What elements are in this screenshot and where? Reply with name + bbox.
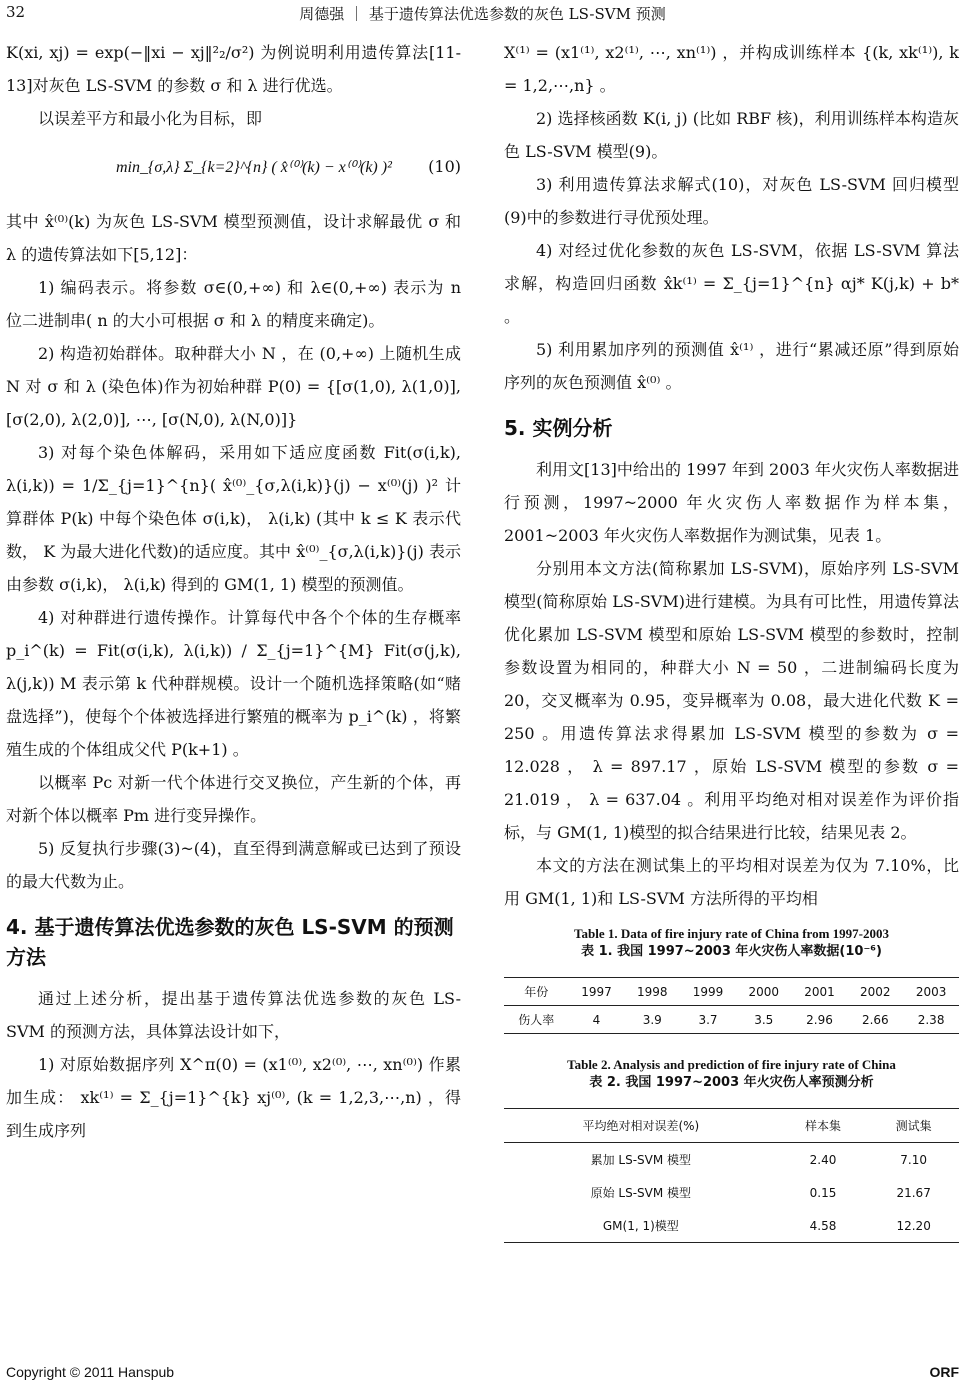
- table-2: [504, 1108, 959, 1243]
- page-header: [0, 0, 965, 26]
- paragraph: 以概率 Pc 对新一代个体进行交叉换位，产生新的个体，再对新个体以概率 Pm 进行变异操作。: [6, 773, 461, 825]
- paragraph: 2) 选择核函数 K(i, j) (比如 RBF 核)，利用训练样本构造灰色 LS-SVM 模型(9)。: [504, 109, 959, 161]
- journal-tag: ORF: [929, 1364, 959, 1380]
- paragraph: 4) 对种群进行遗传操作。计算每代中各个个体的生存概率 p_i^(k) = Fit(σ(i,k), λ(i,k)) / Σ_{j=1}^{M} Fit(σ(j,k), λ(j,k)) M 表示第 k 代种群规模。设计一个随机选择策略(如“赌盘选择”)，使每个个体被选择进行繁殖的概率为 p_i^(k) ，将繁殖生成的个体组成父代 P(k+1) 。: [6, 608, 461, 759]
- table-cell: 0.15: [809, 1185, 837, 1200]
- paragraph: 其中 x̂⁽⁰⁾(k) 为灰色 LS-SVM 模型预测值，设计求解最优 σ 和 λ 的遗传算法如下[5,12]：: [6, 212, 461, 264]
- paragraph: X⁽¹⁾ = (x1⁽¹⁾, x2⁽¹⁾, ⋯, xn⁽¹⁾) ，并构成训练样本 {(k, xk⁽¹⁾), k = 1,2,⋯,n} 。: [504, 43, 959, 95]
- equation-10: [6, 135, 461, 205]
- section-heading-4: 4. 基于遗传算法优选参数的灰色 LS-SVM 的预测方法: [6, 915, 454, 969]
- table-cell: 2000: [736, 978, 792, 1006]
- table-cell: 2001: [792, 978, 848, 1006]
- table2-caption-zh: 表 2. 我国 1997~2003 年火灾伤人率预测分析: [589, 1075, 874, 1090]
- table1-caption-zh: 表 1. 我国 1997~2003 年火灾伤人率数据(10⁻⁶): [581, 944, 882, 959]
- table-cell: 2.38: [917, 1012, 945, 1027]
- paragraph: 通过上述分析，提出基于遗传算法优选参数的灰色 LS-SVM 的预测方法，具体算法设计如下，: [6, 989, 461, 1041]
- table-cell: 伤人率: [518, 1013, 555, 1027]
- copyright: Copyright © 2011 Hanspub: [6, 1364, 175, 1380]
- page-footer: [6, 1364, 959, 1380]
- table-cell: 年份: [504, 978, 569, 1006]
- section-heading-5: 5. 实例分析: [504, 416, 613, 440]
- table-cell: 12.20: [896, 1218, 931, 1233]
- table-cell: 2003: [903, 978, 959, 1006]
- running-title: 周德强 ｜ 基于遗传算法优选参数的灰色 LS-SVM 预测: [299, 5, 666, 23]
- table-cell: 原始 LS-SVM 模型: [590, 1186, 692, 1200]
- paragraph: 利用文[13]中给出的 1997 年到 2003 年火灾伤人率数据进行预测，1997~2000 年火灾伤人率数据作为样本集，2001~2003 年火灾伤人率数据作为测试集，见表 1。: [504, 460, 959, 545]
- table-cell: 2.96: [806, 1012, 833, 1027]
- paragraph: 1) 编码表示。将参数 σ∈(0,+∞) 和 λ∈(0,+∞) 表示为 n 位二进制串( n 的大小可根据 σ 和 λ 的精度来确定)。: [6, 278, 461, 330]
- table-1: [504, 977, 959, 1034]
- table-cell: 样本集: [778, 1109, 869, 1143]
- paragraph: 4) 对经过优化参数的灰色 LS-SVM，依据 LS-SVM 算法求解，构造回归函数 x̂k⁽¹⁾ = Σ_{j=1}^{n} αj* K(j,k) + b* 。: [504, 241, 959, 326]
- paragraph: K(xi, xj) = exp(−‖xi − xj‖²₂/σ²) 为例说明利用遗传算法[11-13]对灰色 LS-SVM 的参数 σ 和 λ 进行优选。: [6, 43, 461, 95]
- table-cell: 21.67: [896, 1185, 931, 1200]
- paragraph: 5) 反复执行步骤(3)~(4)，直至得到满意解或已达到了预设的最大代数为止。: [6, 839, 461, 891]
- paragraph: 2) 构造初始群体。取种群大小 N ，在 (0,+∞) 上随机生成 N 对 σ 和 λ (染色体)作为初始种群 P(0) = {[σ(1,0), λ(1,0)], [σ(2,0), λ(2,0)], ⋯, [σ(N,0), λ(N,0)]}: [6, 344, 461, 429]
- table-header-row: [504, 978, 959, 1006]
- equation-number: (10): [428, 157, 461, 176]
- table-cell: 2.66: [861, 1012, 889, 1027]
- table-cell: 4.58: [809, 1218, 837, 1233]
- table-header-row: [504, 1109, 959, 1143]
- table-cell: 4: [592, 1012, 601, 1027]
- paragraph: 5) 利用累加序列的预测值 x̂⁽¹⁾ ，进行“累减还原”得到原始序列的灰色预测值 x̂⁽⁰⁾ 。: [504, 340, 959, 392]
- table-cell: 平均绝对相对误差(%): [504, 1109, 778, 1143]
- table-cell: 3.9: [642, 1012, 662, 1027]
- paragraph: 分别用本文方法(简称累加 LS-SVM)，原始序列 LS-SVM 模型(简称原始 LS-SVM)进行建模。为具有可比性，用遗传算法优化累加 LS-SVM 模型和原始 LS-SVM 模型的参数时，控制参数设置为相同的，种群大小 N = 50 ，二进制编码长度为 20，交叉概率为 0.95，变异概率为 0.08，最大进化代数 K = 250 。用遗传算法求得累加 LS-SVM 模型的参数为 σ = 12.028 ， λ = 897.17 ，原始 LS-SVM 模型的参数 σ = 21.019 ， λ = 637.04 。利用平均绝对相对误差作为评价指标，与 GM(1, 1)模型的拟合结果进行比较，结果见表 2。: [504, 559, 959, 842]
- table-row: [504, 1143, 959, 1177]
- table-row: [504, 1006, 959, 1034]
- right-column: [504, 36, 959, 1243]
- table-cell: 3.7: [698, 1012, 718, 1027]
- table-cell: 3.5: [754, 1012, 774, 1027]
- table-row: [504, 1209, 959, 1243]
- table-cell: 累加 LS-SVM 模型: [590, 1153, 692, 1167]
- paragraph: 本文的方法在测试集上的平均相对误差为仅为 7.10%，比用 GM(1, 1)和 LS-SVM 方法所得的平均相: [504, 856, 959, 908]
- paragraph: 以误差平方和最小化为目标，即: [38, 109, 263, 128]
- table-cell: 测试集: [868, 1109, 959, 1143]
- table2-caption-en: Table 2. Analysis and prediction of fire injury rate of China: [567, 1057, 896, 1072]
- paragraph: 3) 对每个染色体解码，采用如下适应度函数 Fit(σ(i,k), λ(i,k)) = 1/Σ_{j=1}^{n}( x̂⁽⁰⁾_{σ,λ(i,k)}(j) − x⁽⁰⁾(j) )² 计算群体 P(k) 中每个染色体 σ(i,k)， λ(i,k) (其中 k ≤ K 表示代数， K 为最大进化代数)的适应度。其中 x̂⁽⁰⁾_{σ,λ(i,k)}(j) 表示由参数 σ(i,k)， λ(i,k) 得到的 GM(1, 1) 模型的预测值。: [6, 443, 461, 594]
- table-cell: 2002: [847, 978, 903, 1006]
- paragraph: 3) 利用遗传算法求解式(10)，对灰色 LS-SVM 回归模型(9)中的参数进行寻优预处理。: [504, 175, 959, 227]
- table-cell: 7.10: [900, 1152, 928, 1167]
- page-number: 32: [6, 3, 26, 21]
- table-cell: 1998: [624, 978, 680, 1006]
- equation-body: min_{σ,λ} Σ_{k=2}^{n} ( x̂⁽⁰⁾(k) − x⁽⁰⁾(k) )²: [116, 159, 392, 176]
- table-cell: GM(1, 1)模型: [602, 1219, 679, 1233]
- table-cell: 1997: [569, 978, 625, 1006]
- table1-caption-en: Table 1. Data of fire injury rate of China from 1997-2003: [574, 926, 889, 941]
- left-column: [6, 36, 461, 1147]
- table-cell: 2.40: [809, 1152, 837, 1167]
- paragraph: 1) 对原始数据序列 X^π(0) = (x1⁽⁰⁾, x2⁽⁰⁾, ⋯, xn⁽⁰⁾) 作累加生成： xk⁽¹⁾ = Σ_{j=1}^{k} xj⁽⁰⁾, (k = 1,2,3,⋯,n) ，得到生成序列: [6, 1055, 461, 1140]
- table-cell: 1999: [680, 978, 736, 1006]
- table-row: [504, 1176, 959, 1209]
